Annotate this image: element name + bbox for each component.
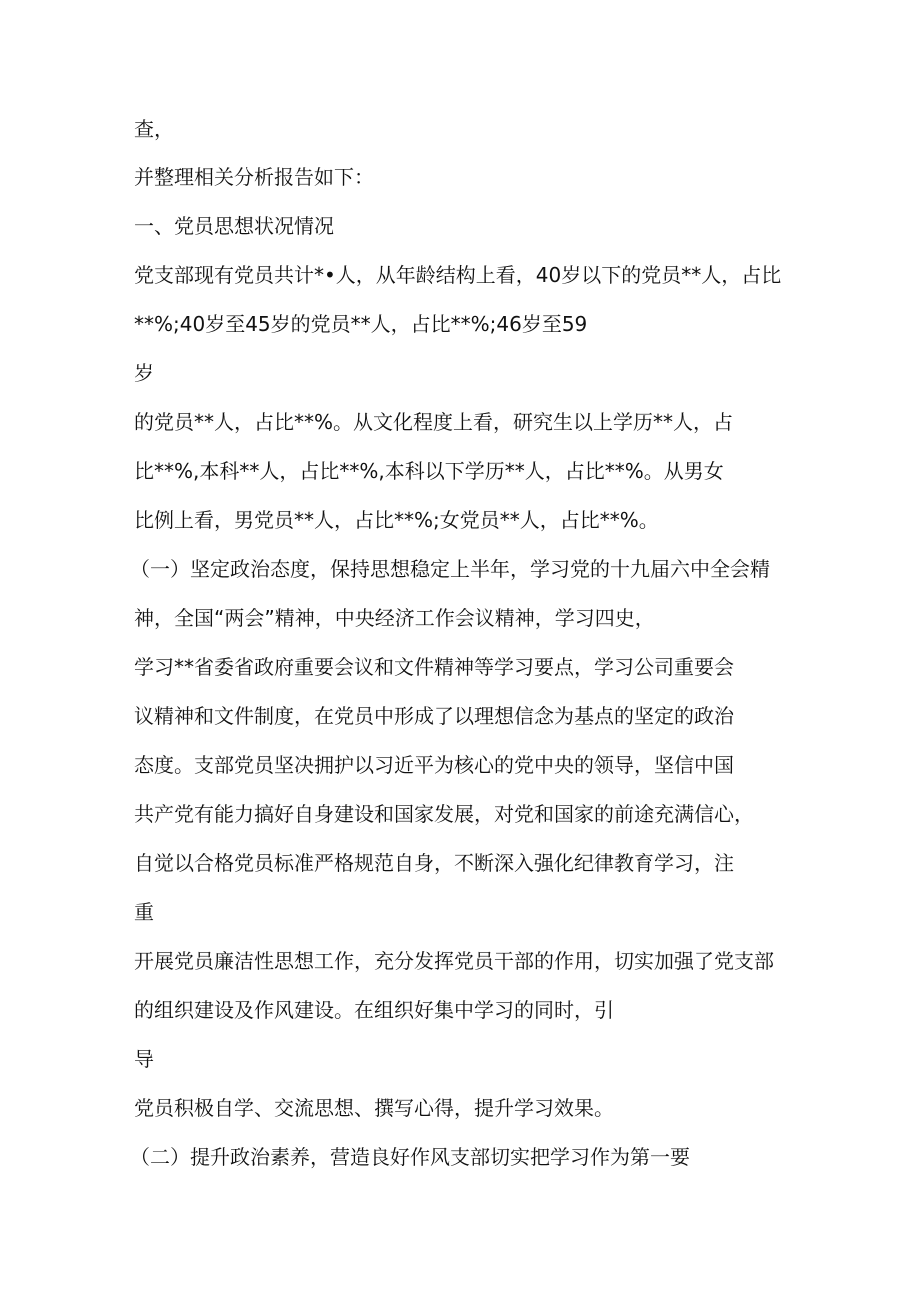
subsection-heading: （一）坚定政治态度，保持思想稳定上半年，学习党的十九届六中全会精 [130,557,770,581]
text-line: 比例上看，男党员**人，占比**%;女党员**人，占比**%。 [134,508,659,532]
text-line: 重 [134,900,154,924]
text-line: 的党员**人，占比**%。从文化程度上看，研究生以上学历**人，占 [134,410,734,434]
subsection-heading: （二）提升政治素养，营造良好作风支部切实把学习作为第一要 [130,1145,690,1169]
text-line: 并整理相关分析报告如下： [134,165,374,189]
text-line: 议精神和文件制度，在党员中形成了以理想信念为基点的坚定的政治 [134,704,734,728]
text-line: 共产党有能力搞好自身建设和国家发展，对党和国家的前途充满信心， [134,802,754,826]
text-line: 开展党员廉洁性思想工作，充分发挥党员干部的作用，切实加强了党支部 [134,949,774,973]
text-line: 的组织建设及作风建设。在组织好集中学习的同时，引 [134,998,614,1022]
text-line: 比**%,本科**人，占比**%,本科以下学历**人，占比**%。从男女 [134,459,724,483]
section-heading: 一、党员思想状况情况 [134,214,334,238]
text-line: 神，全国“两会”精神，中央经济工作会议精神，学习四史， [134,606,655,630]
text-line: **%;40岁至45岁的党员**人，占比**%;46岁至59 [134,312,588,336]
text-line: 学习**省委省政府重要会议和文件精神等学习要点，学习公司重要会 [134,655,734,679]
text-line: 党员积极自学、交流思想、撰写心得，提升学习效果。 [134,1096,614,1120]
text-line: 党支部现有党员共计*•人，从年龄结构上看，40岁以下的党员**人，占比 [134,263,782,287]
text-line: 自觉以合格党员标准严格规范自身，不断深入强化纪律教育学习，注 [134,851,734,875]
text-line: 态度。支部党员坚决拥护以习近平为核心的党中央的领导，坚信中国 [134,753,734,777]
text-line: 导 [134,1047,154,1071]
text-line: 查， [134,117,174,141]
text-line: 岁 [134,361,154,385]
